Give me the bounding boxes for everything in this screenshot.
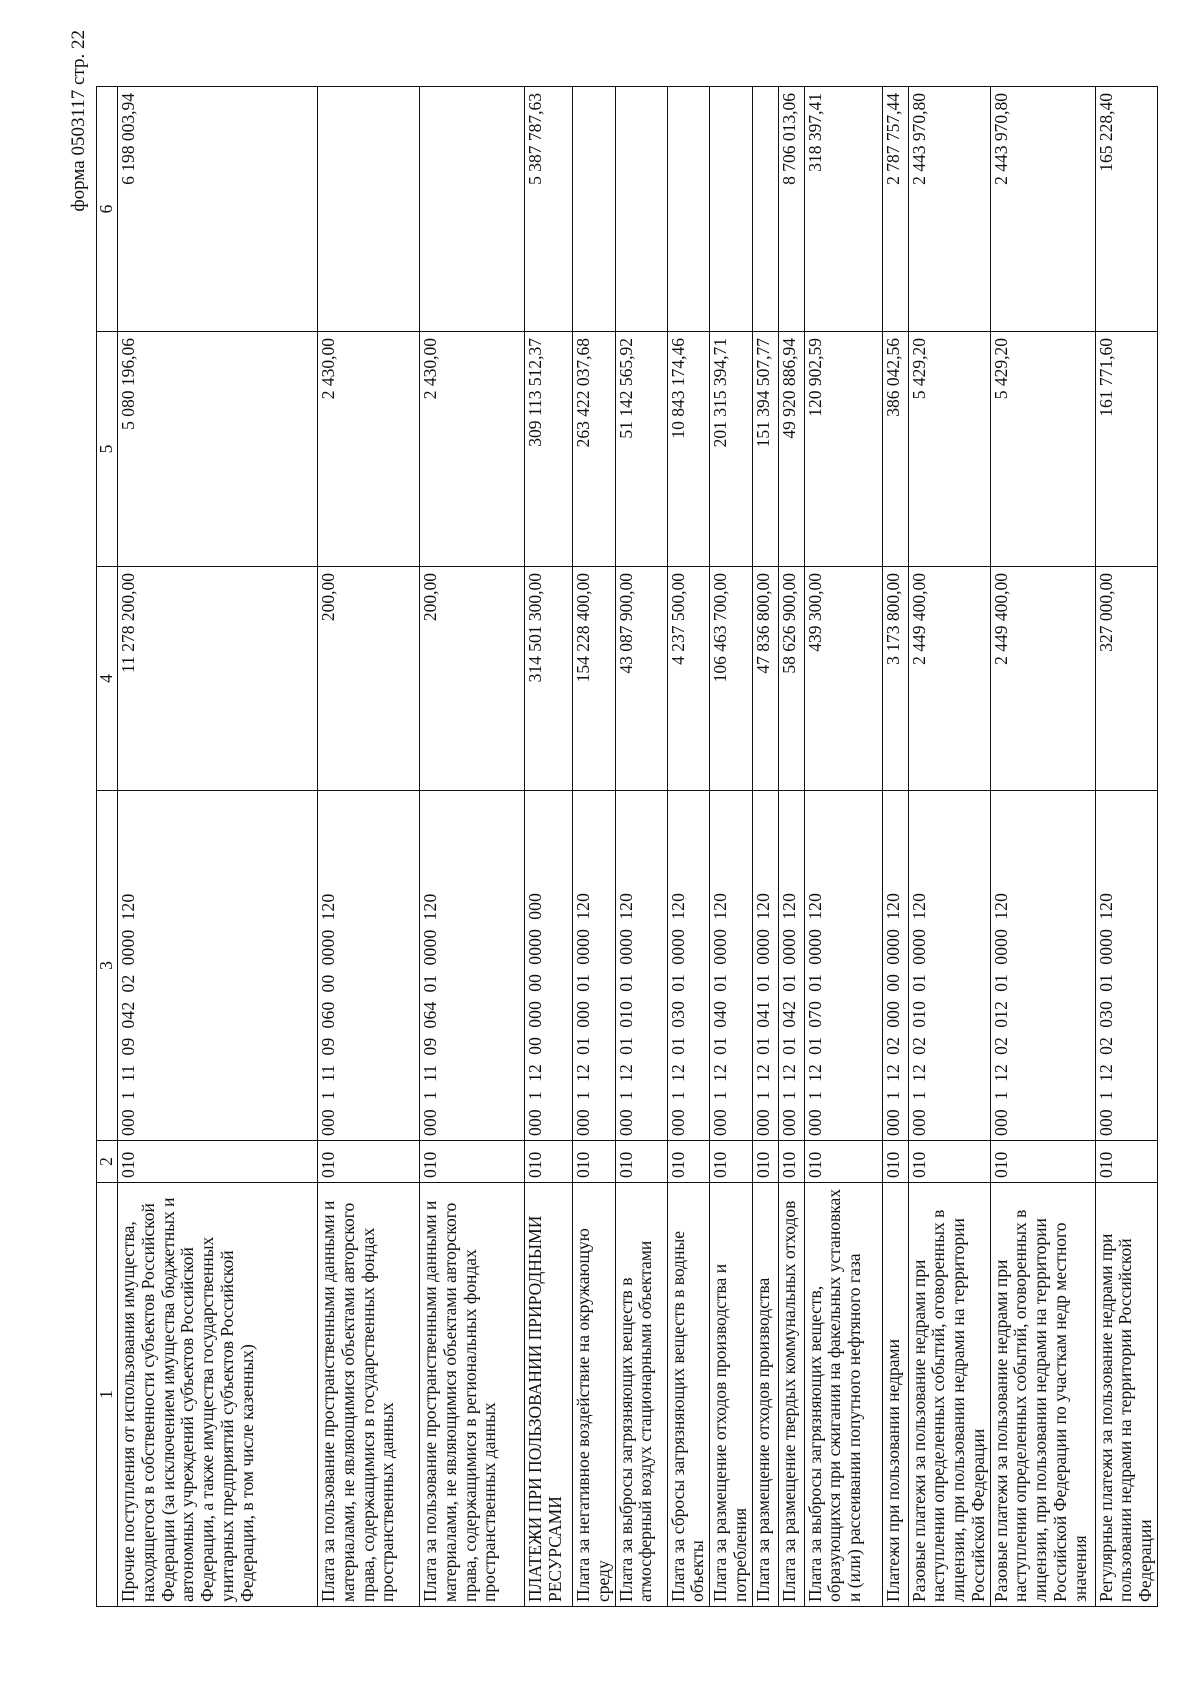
table-row — [667, 87, 710, 1607]
executed-amount: 309 113 512,37 — [525, 332, 573, 567]
approved-amount: 106 463 700,00 — [710, 567, 753, 791]
executed-amount: 5 429,20 — [990, 332, 1095, 567]
table-row — [1095, 87, 1157, 1607]
line-code: 010 — [118, 1141, 318, 1183]
row-name: Плата за сбросы загрязняющих веществ в водные объекты — [667, 1183, 710, 1607]
budget-classification-code: 000 1 12 02 010 01 0000 120 — [908, 791, 990, 1141]
budget-classification-code: 000 1 11 09 042 02 0000 120 — [118, 791, 318, 1141]
unexecuted-amount — [667, 87, 710, 332]
table-row — [778, 87, 804, 1607]
approved-amount: 200,00 — [420, 567, 525, 791]
budget-classification-code: 000 1 12 01 000 01 0000 120 — [573, 791, 616, 1141]
column-number: 1 — [97, 1183, 118, 1607]
budget-classification-code: 000 1 12 01 070 01 0000 120 — [804, 791, 882, 1141]
approved-amount: 47 836 800,00 — [752, 567, 778, 791]
line-code: 010 — [710, 1141, 753, 1183]
column-number: 3 — [97, 791, 118, 1141]
approved-amount: 2 449 400,00 — [990, 567, 1095, 791]
unexecuted-amount: 5 387 787,63 — [525, 87, 573, 332]
budget-classification-code: 000 1 12 02 000 00 0000 120 — [882, 791, 908, 1141]
table-row — [573, 87, 616, 1607]
table-row — [908, 87, 990, 1607]
table-row — [615, 87, 667, 1607]
executed-amount: 5 429,20 — [908, 332, 990, 567]
row-name: Плата за негативное воздействие на окружающую среду — [573, 1183, 616, 1607]
column-number-row — [97, 87, 118, 1607]
unexecuted-amount — [318, 87, 420, 332]
executed-amount: 161 771,60 — [1095, 332, 1157, 567]
executed-amount: 49 920 886,94 — [778, 332, 804, 567]
table-row — [710, 87, 753, 1607]
approved-amount: 43 087 900,00 — [615, 567, 667, 791]
table-row — [118, 87, 318, 1607]
row-name: Разовые платежи за пользование недрами при наступлении определенных событий, оговоренных в лицензии, при пользовании недрами на территории Российской Федерации — [908, 1183, 990, 1607]
unexecuted-amount — [752, 87, 778, 332]
row-name: Плата за пользование пространственными данными и материалами, не являющимися объектами авторского права, содержащимися в региональных фондах пространственных данных — [420, 1183, 525, 1607]
column-number: 4 — [97, 567, 118, 791]
budget-classification-code: 000 1 12 01 030 01 0000 120 — [667, 791, 710, 1141]
table-row — [525, 87, 573, 1607]
unexecuted-amount: 2 443 970,80 — [990, 87, 1095, 332]
approved-amount: 2 449 400,00 — [908, 567, 990, 791]
form-label: форма 0503117 стр. 22 — [68, 30, 89, 212]
table-row — [420, 87, 525, 1607]
row-name: Разовые платежи за пользование недрами при наступлении определенных событий, оговоренных в лицензии, при пользовании недрами на территории Российской Федерации по участкам недр местного значения — [990, 1183, 1095, 1607]
unexecuted-amount — [420, 87, 525, 332]
executed-amount: 2 430,00 — [318, 332, 420, 567]
approved-amount: 327 000,00 — [1095, 567, 1157, 791]
approved-amount: 154 228 400,00 — [573, 567, 616, 791]
line-code: 010 — [667, 1141, 710, 1183]
approved-amount: 4 237 500,00 — [667, 567, 710, 791]
executed-amount: 120 902,59 — [804, 332, 882, 567]
approved-amount: 439 300,00 — [804, 567, 882, 791]
row-name: Плата за выбросы загрязняющих веществ в атмосферный воздух стационарными объектами — [615, 1183, 667, 1607]
table-row — [882, 87, 908, 1607]
executed-amount: 5 080 196,06 — [118, 332, 318, 567]
executed-amount: 386 042,56 — [882, 332, 908, 567]
line-code: 010 — [882, 1141, 908, 1183]
row-name: Плата за размещение отходов производства и потребления — [710, 1183, 753, 1607]
unexecuted-amount — [615, 87, 667, 332]
executed-amount: 51 142 565,92 — [615, 332, 667, 567]
line-code: 010 — [420, 1141, 525, 1183]
row-name: Плата за выбросы загрязняющих веществ, образующихся при сжигании на факельных установках и (или) рассеивании попутного нефтяного газа — [804, 1183, 882, 1607]
budget-classification-code: 000 1 11 09 060 00 0000 120 — [318, 791, 420, 1141]
budget-classification-code: 000 1 12 02 012 01 0000 120 — [990, 791, 1095, 1141]
line-code: 010 — [804, 1141, 882, 1183]
column-number: 2 — [97, 1141, 118, 1183]
line-code: 010 — [752, 1141, 778, 1183]
unexecuted-amount: 8 706 013,06 — [778, 87, 804, 332]
row-name: Плата за пользование пространственными данными и материалами, не являющимися объектами авторского права, содержащимися в государственных фондах пространственных данных — [318, 1183, 420, 1607]
approved-amount: 200,00 — [318, 567, 420, 791]
line-code: 010 — [318, 1141, 420, 1183]
unexecuted-amount: 6 198 003,94 — [118, 87, 318, 332]
row-name: Платежи при пользовании недрами — [882, 1183, 908, 1607]
column-number: 5 — [97, 332, 118, 567]
budget-classification-code: 000 1 12 01 041 01 0000 120 — [752, 791, 778, 1141]
approved-amount: 11 278 200,00 — [118, 567, 318, 791]
budget-classification-code: 000 1 12 02 030 01 0000 120 — [1095, 791, 1157, 1141]
table-row — [990, 87, 1095, 1607]
budget-classification-code: 000 1 12 01 040 01 0000 120 — [710, 791, 753, 1141]
executed-amount: 10 843 174,46 — [667, 332, 710, 567]
budget-classification-code: 000 1 11 09 064 01 0000 120 — [420, 791, 525, 1141]
executed-amount: 201 315 394,71 — [710, 332, 753, 567]
budget-classification-code: 000 1 12 01 010 01 0000 120 — [615, 791, 667, 1141]
line-code: 010 — [908, 1141, 990, 1183]
table-row — [318, 87, 420, 1607]
approved-amount: 314 501 300,00 — [525, 567, 573, 791]
budget-classification-code: 000 1 12 01 042 01 0000 120 — [778, 791, 804, 1141]
table-row — [804, 87, 882, 1607]
unexecuted-amount: 2 443 970,80 — [908, 87, 990, 332]
row-name: ПЛАТЕЖИ ПРИ ПОЛЬЗОВАНИИ ПРИРОДНЫМИ РЕСУРСАМИ — [525, 1183, 573, 1607]
report-table — [96, 86, 1158, 1607]
row-name: Регулярные платежи за пользование недрами при пользовании недрами на территории Российской Федерации — [1095, 1183, 1157, 1607]
column-number: 6 — [97, 87, 118, 332]
budget-classification-code: 000 1 12 00 000 00 0000 000 — [525, 791, 573, 1141]
report-table-body — [97, 87, 1158, 1607]
line-code: 010 — [615, 1141, 667, 1183]
approved-amount: 58 626 900,00 — [778, 567, 804, 791]
line-code: 010 — [1095, 1141, 1157, 1183]
row-name: Плата за размещение отходов производства — [752, 1183, 778, 1607]
unexecuted-amount: 318 397,41 — [804, 87, 882, 332]
unexecuted-amount — [573, 87, 616, 332]
executed-amount: 263 422 037,68 — [573, 332, 616, 567]
line-code: 010 — [990, 1141, 1095, 1183]
row-name: Плата за размещение твердых коммунальных отходов — [778, 1183, 804, 1607]
approved-amount: 3 173 800,00 — [882, 567, 908, 791]
unexecuted-amount: 165 228,40 — [1095, 87, 1157, 332]
line-code: 010 — [778, 1141, 804, 1183]
unexecuted-amount — [710, 87, 753, 332]
line-code: 010 — [573, 1141, 616, 1183]
unexecuted-amount: 2 787 757,44 — [882, 87, 908, 332]
table-row — [752, 87, 778, 1607]
row-name: Прочие поступления от использования имущества, находящегося в собственности субъектов Российской Федерации (за исключением имущества бюджетных и автономных учреждений субъектов Российской Федерации, а также имущества государственных унитарных предприятий субъектов Российской Федерации, в том числе казенных) — [118, 1183, 318, 1607]
line-code: 010 — [525, 1141, 573, 1183]
executed-amount: 2 430,00 — [420, 332, 525, 567]
executed-amount: 151 394 507,77 — [752, 332, 778, 567]
